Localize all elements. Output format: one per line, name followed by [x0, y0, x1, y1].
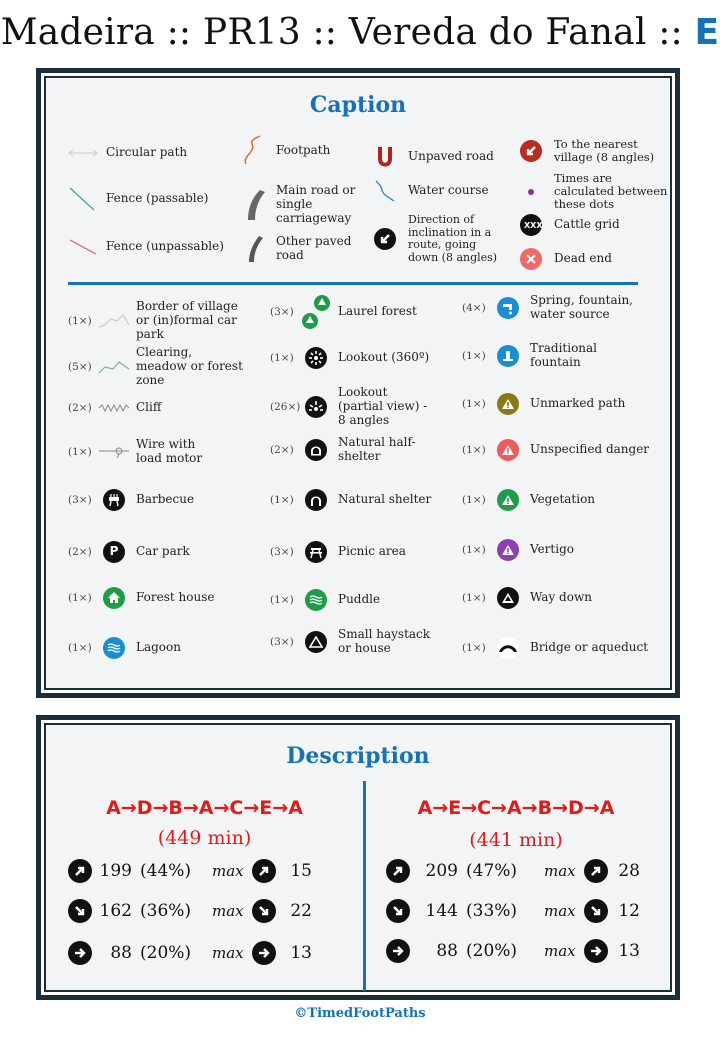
- description-panel: [36, 715, 680, 1000]
- car-park-glyph: P: [103, 541, 125, 563]
- footpath-label: Footpath: [276, 143, 331, 158]
- tap-glyph: [497, 297, 519, 319]
- arrow-right-icon: [584, 939, 608, 963]
- unmarked-path-glyph: [497, 393, 519, 415]
- legend-count: (2×): [68, 401, 92, 414]
- caption-unpaved-road: [368, 142, 494, 172]
- fence-unpassable-icon: [66, 232, 100, 262]
- stat-value: 162: [99, 901, 132, 921]
- cross-icon: [520, 248, 542, 270]
- legend-label: Forest house: [136, 590, 215, 605]
- stat-percent: (20%): [466, 941, 518, 961]
- stat-max: 22: [290, 901, 312, 921]
- stat-max: 12: [618, 901, 640, 921]
- legend-label: Unspecified danger: [530, 442, 650, 457]
- legend-label: Vertigo: [530, 542, 574, 557]
- legend-label: Laurel forest: [338, 304, 417, 319]
- legend-border-village: [68, 300, 246, 341]
- circular-path-label: Circular path: [106, 145, 188, 160]
- legend-label: Small haystack or house: [338, 627, 431, 655]
- half-shelter-icon: [302, 436, 330, 464]
- direction-label: Direction of inclination in a route, going down (8 angles): [408, 213, 498, 264]
- vertigo-icon: [494, 536, 522, 564]
- lookout-360-glyph: [305, 347, 327, 369]
- legend-label: Lookout (partial view) - 8 angles: [338, 385, 428, 427]
- legend-label: Car park: [136, 544, 190, 559]
- legend-spring: [462, 294, 638, 322]
- caption-body: [46, 78, 670, 688]
- vertigo-glyph: [497, 539, 519, 561]
- legend-count: (3×): [270, 635, 294, 648]
- legend-puddle: [270, 586, 380, 614]
- legend-unspecified-danger: [462, 436, 649, 464]
- water-course-label: Water course: [408, 183, 489, 198]
- arrow-up-right-icon: [68, 859, 92, 883]
- stat-percent: (47%): [466, 861, 518, 881]
- legend-count: (5×): [68, 360, 92, 373]
- stat-value: 88: [436, 941, 458, 961]
- svg-text:XXX: XXX: [524, 221, 543, 230]
- caption-direction: [368, 214, 508, 265]
- dead-end-label: Dead end: [554, 251, 612, 266]
- route-2-up-row: [386, 859, 640, 883]
- main-road-label: Main road or single carriageway: [276, 183, 356, 225]
- danger-icon: [494, 436, 522, 464]
- legend-label: Puddle: [338, 592, 381, 607]
- stat-max: 15: [290, 861, 312, 881]
- stat-max: 13: [618, 941, 640, 961]
- legend-half-shelter: [270, 436, 418, 464]
- legend-car-park: [68, 538, 190, 566]
- legend-vertigo: [462, 536, 574, 564]
- caption-fence-passable: [66, 184, 208, 214]
- legend-count: (1×): [462, 443, 486, 456]
- legend-lagoon: [68, 634, 181, 662]
- legend-count: (1×): [270, 493, 294, 506]
- dead-end-icon: [514, 244, 548, 274]
- legend-count: (1×): [270, 593, 294, 606]
- traditional-fountain-icon: [494, 342, 522, 370]
- max-label: max: [212, 902, 244, 920]
- shelter-icon: [302, 486, 330, 514]
- legend-count: (1×): [270, 351, 294, 364]
- stat-percent: (44%): [140, 861, 192, 881]
- fence-passable-icon: [66, 184, 100, 214]
- legend-count: (1×): [68, 314, 92, 327]
- route-1-down-row: [68, 899, 312, 923]
- arrow-up-right-icon: [584, 859, 608, 883]
- arrow-down-right-icon: [68, 899, 92, 923]
- legend-label: Spring, fountain, water source: [530, 293, 633, 321]
- legend-lookout-360: [270, 344, 429, 372]
- legend-label: Unmarked path: [530, 396, 626, 411]
- caption-times-dots: [514, 172, 672, 212]
- legend-wire-motor: [68, 438, 216, 466]
- puddle-icon: [302, 586, 330, 614]
- way-down-glyph: [497, 587, 519, 609]
- nearest-village-icon: [514, 136, 548, 166]
- other-paved-label: Other paved road: [276, 234, 352, 262]
- picnic-icon: [302, 538, 330, 566]
- arrow-down-right-icon: [584, 899, 608, 923]
- legend-count: (1×): [68, 445, 92, 458]
- bridge-glyph: [497, 637, 519, 659]
- unmarked-path-icon: [494, 390, 522, 418]
- max-label: max: [544, 902, 576, 920]
- legend-picnic-area: [270, 538, 406, 566]
- arrow-down-right-icon: [252, 899, 276, 923]
- caption-water-course: [368, 176, 489, 206]
- stat-max: 28: [618, 861, 640, 881]
- legend-label: Wire with load motor: [136, 437, 203, 465]
- caption-main-road: [236, 184, 356, 225]
- legend-label: Bridge or aqueduct: [530, 640, 649, 655]
- footer-credit: ©TimedFootPaths: [294, 1006, 426, 1021]
- legend-count: (3×): [68, 493, 92, 506]
- fence-passable-label: Fence (passable): [106, 191, 209, 206]
- arrow-down-left-icon: [374, 228, 396, 250]
- stat-percent: (20%): [140, 943, 192, 963]
- footpath-icon: [236, 136, 270, 166]
- main-road-icon: [236, 190, 270, 220]
- lagoon-icon: [100, 634, 128, 662]
- fountain-glyph: [497, 345, 519, 367]
- legend-count: (1×): [462, 397, 486, 410]
- legend-count: (1×): [462, 543, 486, 556]
- legend-count: (1×): [462, 641, 486, 654]
- lagoon-glyph: [103, 637, 125, 659]
- cattle-grid-label: Cattle grid: [554, 217, 620, 232]
- barbecue-glyph: [103, 489, 125, 511]
- water-tap-icon: [494, 294, 522, 322]
- legend-traditional-fountain: [462, 342, 620, 370]
- direction-down-icon: [368, 224, 402, 254]
- legend-haystack: [270, 628, 434, 656]
- legend-count: (1×): [462, 591, 486, 604]
- caption-footpath: [236, 136, 330, 166]
- route-2-down-row: [386, 899, 640, 923]
- unpaved-road-label: Unpaved road: [408, 149, 494, 164]
- legend-label: Way down: [530, 590, 592, 605]
- description-frame: [41, 720, 675, 995]
- title-main: Madeira :: PR13 :: Vereda do Fanal ::: [0, 12, 695, 53]
- stat-value: 144: [425, 901, 458, 921]
- arrow-up-right-icon: [386, 859, 410, 883]
- route-2-sequence: A→E→C→A→B→D→A: [417, 797, 615, 819]
- caption-separator: [68, 282, 638, 285]
- legend-label: Vegetation: [530, 492, 596, 507]
- route-1-sequence: A→D→B→A→C→E→A: [106, 797, 303, 819]
- legend-label: Clearing, meadow or forest zone: [136, 345, 243, 387]
- legend-count: (1×): [68, 641, 92, 654]
- forest-house-glyph: [103, 587, 125, 609]
- legend-count: (1×): [462, 349, 486, 362]
- legend-label: Natural shelter: [338, 492, 432, 507]
- arrow-up-right-icon: [252, 859, 276, 883]
- legend-natural-shelter: [270, 486, 431, 514]
- max-label: max: [212, 944, 244, 962]
- puddle-glyph: [305, 589, 327, 611]
- caption-other-paved: [236, 234, 356, 264]
- caption-circular-path: [66, 138, 187, 168]
- legend-way-down: [462, 584, 592, 612]
- time-dot-icon: [514, 177, 548, 207]
- legend-label: Natural half-shelter: [338, 435, 416, 463]
- legend-count: (1×): [68, 591, 92, 604]
- caption-dead-end: [514, 244, 612, 274]
- legend-count: (2×): [68, 545, 92, 558]
- description-heading: Description: [286, 743, 430, 769]
- stat-max: 13: [290, 943, 312, 963]
- arrow-right-icon: [68, 941, 92, 965]
- water-course-icon: [368, 176, 402, 206]
- legend-count: (2×): [270, 443, 294, 456]
- route-1-flat-row: [68, 941, 312, 965]
- times-dots-label: Times are calculated between these dots: [554, 171, 668, 212]
- shelter-glyph: [305, 489, 327, 511]
- legend-unmarked-path: [462, 390, 625, 418]
- caption-heading: Caption: [309, 92, 407, 118]
- vegetation-glyph: [497, 489, 519, 511]
- title-accent: E: [694, 12, 720, 53]
- fence-unpassable-label: Fence (unpassable): [106, 239, 224, 254]
- legend-lookout-partial: [270, 386, 436, 427]
- max-label: max: [544, 942, 576, 960]
- legend-count: (3×): [270, 305, 294, 318]
- route-2-flat-row: [386, 939, 640, 963]
- arrow-down-right-icon: [386, 899, 410, 923]
- stat-value: 88: [110, 943, 132, 963]
- max-label: max: [212, 862, 244, 880]
- bridge-icon: [494, 634, 522, 662]
- arrow-right-icon: [252, 941, 276, 965]
- legend-label: Barbecue: [136, 492, 195, 507]
- way-down-icon: [494, 584, 522, 612]
- wire-motor-icon: [100, 438, 128, 466]
- legend-count: (26×): [270, 400, 301, 413]
- legend-cliff: [68, 394, 161, 422]
- stat-value: 209: [425, 861, 458, 881]
- half-shelter-glyph: [305, 439, 327, 461]
- lookout-partial-glyph: [305, 396, 327, 418]
- border-line-icon: [100, 307, 128, 335]
- stat-percent: (33%): [466, 901, 518, 921]
- lookout-360-icon: [302, 344, 330, 372]
- lookout-partial-icon: [302, 393, 330, 421]
- route-1-up-row: [68, 859, 312, 883]
- nearest-village-label: To the nearest village (8 angles): [554, 136, 655, 164]
- cattle-grid-glyph: [520, 214, 542, 236]
- caption-panel: [36, 68, 680, 698]
- caption-cattle-grid: [514, 210, 620, 240]
- picnic-glyph: [305, 541, 327, 563]
- legend-laurel-forest: [270, 294, 417, 330]
- cattle-grid-icon: [514, 210, 548, 240]
- stat-value: 199: [99, 861, 132, 881]
- haystack-icon: [302, 628, 330, 656]
- cliff-icon: [100, 394, 128, 422]
- legend-count: (1×): [462, 493, 486, 506]
- other-paved-icon: [236, 234, 270, 264]
- arrow-right-icon: [386, 939, 410, 963]
- legend-label: Lookout (360º): [338, 350, 430, 365]
- circular-path-icon: [66, 138, 100, 168]
- caption-fence-unpassable: [66, 232, 224, 262]
- legend-forest-house: [68, 584, 214, 612]
- caption-frame: [41, 73, 675, 693]
- arrow-down-left-red-icon: [520, 140, 542, 162]
- danger-glyph: [497, 439, 519, 461]
- vegetation-icon: [494, 486, 522, 514]
- route-2-duration: (441 min): [469, 829, 563, 851]
- legend-label: Cliff: [136, 400, 162, 415]
- car-park-icon: [100, 538, 128, 566]
- stat-percent: (36%): [140, 901, 192, 921]
- legend-label: Border of village or (in)formal car park: [136, 299, 238, 341]
- legend-bridge: [462, 634, 648, 662]
- forest-house-icon: [100, 584, 128, 612]
- legend-count: (3×): [270, 545, 294, 558]
- legend-label: Picnic area: [338, 544, 406, 559]
- haystack-glyph: [305, 631, 327, 653]
- legend-count: (4×): [462, 301, 486, 314]
- legend-label: Lagoon: [136, 640, 181, 655]
- description-body: [46, 725, 670, 990]
- legend-label: Traditional fountain: [530, 341, 598, 369]
- laurel-forest-icon: [302, 294, 330, 330]
- legend-clearing: [68, 346, 246, 387]
- page-title: [0, 12, 720, 53]
- route-1-duration: (449 min): [157, 827, 252, 849]
- legend-barbecue: [68, 486, 194, 514]
- barbecue-icon: [100, 486, 128, 514]
- unpaved-road-icon: [368, 142, 402, 172]
- caption-nearest-village: [514, 136, 666, 166]
- legend-vegetation: [462, 486, 595, 514]
- max-label: max: [544, 862, 576, 880]
- clearing-line-icon: [100, 353, 128, 381]
